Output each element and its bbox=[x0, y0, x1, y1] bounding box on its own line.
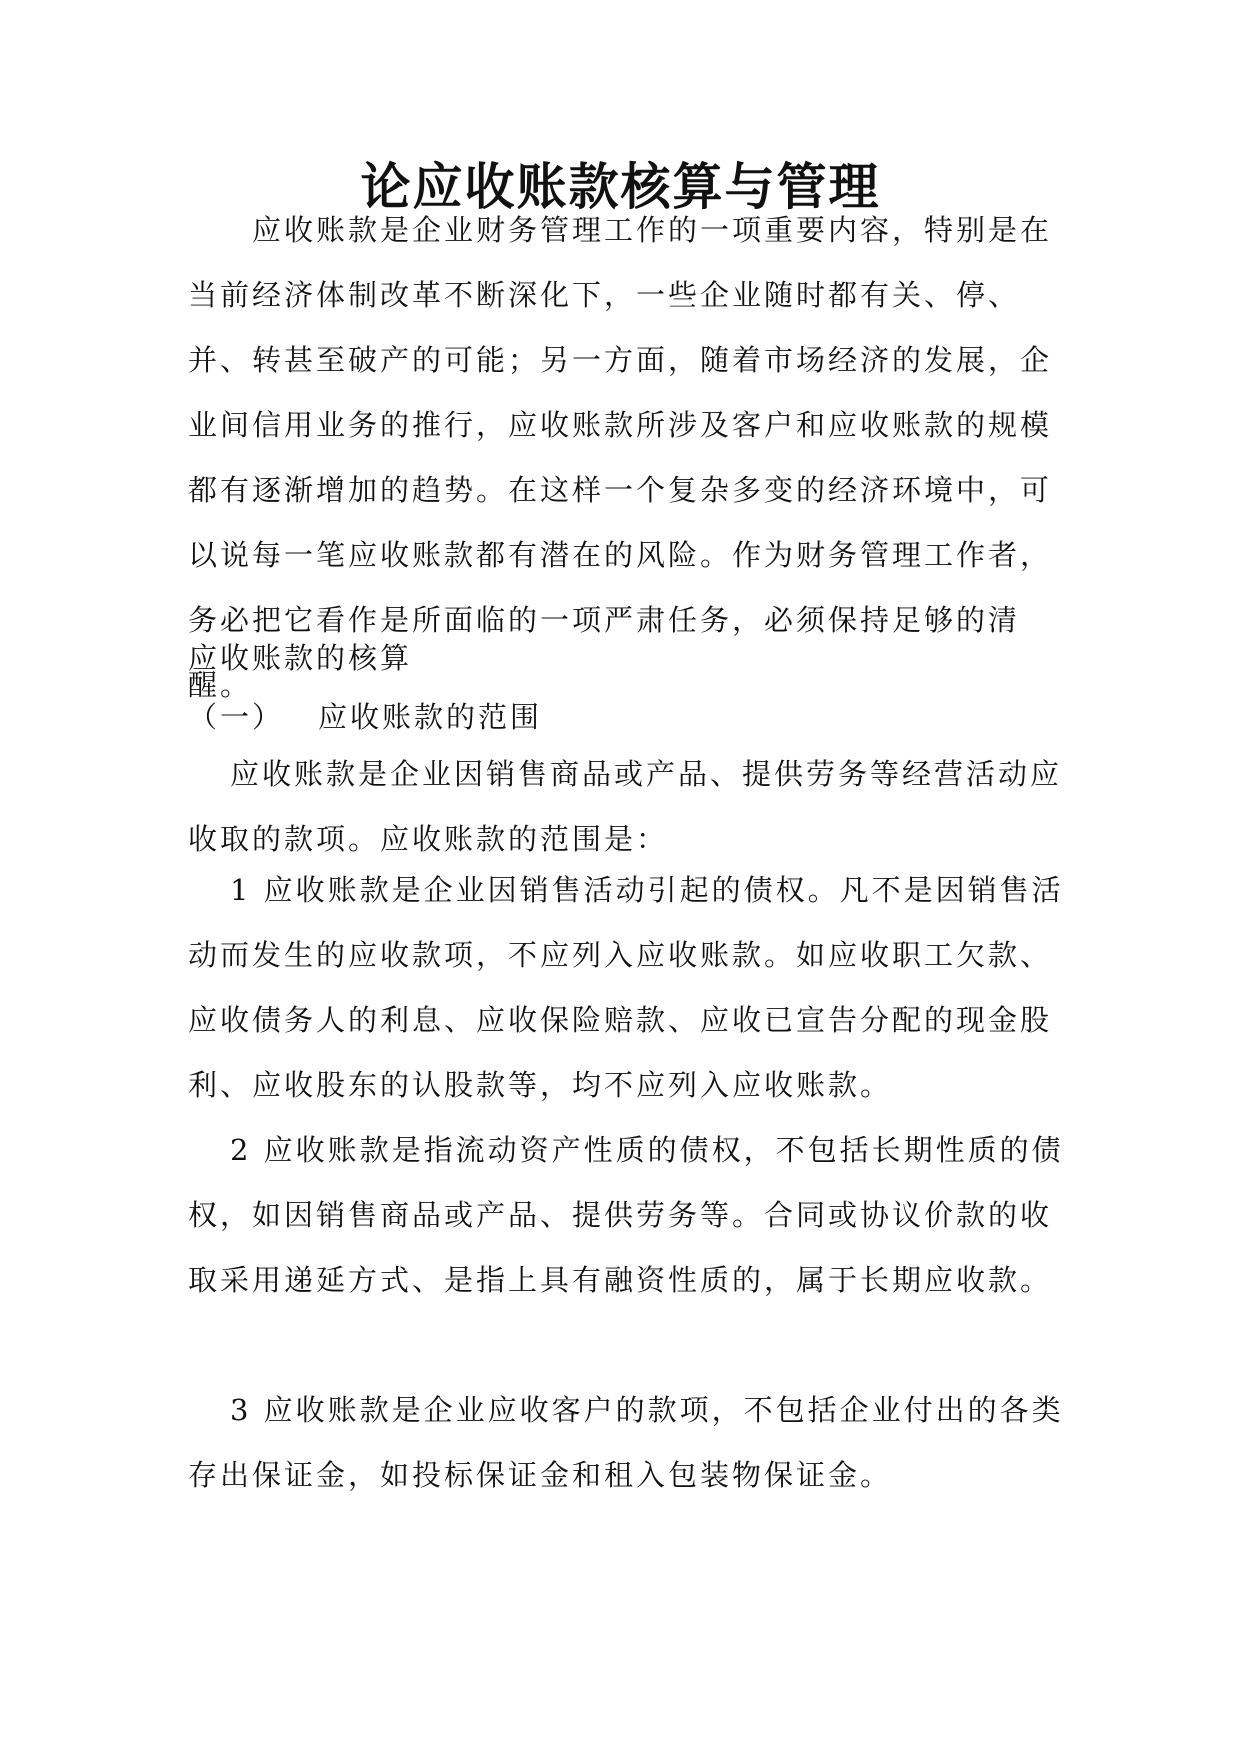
intro-paragraph: 应收账款是企业财务管理工作的一项重要内容，特别是在当前经济体制改革不断深化下，一些企业随时都有关、停、并、转甚至破产的可能；另一方面，随着市场经济的发展，企业间信用业务的推行，应收账款所涉及客户和应收账款的规模都有逐渐增加的趋势。在这样一个复杂多变的经济环境中，可以说每一笔应收账款都有潜在的风险。作为财务管理工作者，务必把它看作是所面临的一项严肃任务，必须保持足够的清醒。 bbox=[188, 213, 1053, 702]
point-3-paragraph: 3 应收账款是企业应收客户的款项，不包括企业付出的各类存出保证金，如投标保证金和租入包装物保证金。 bbox=[188, 1393, 1064, 1492]
subsection-title: 应收账款的范围 bbox=[318, 700, 543, 734]
document-title: 论应收账款核算与管理 bbox=[360, 157, 881, 216]
point-2-paragraph: 2 应收账款是指流动资产性质的债权，不包括长期性质的债权，如因销售商品或产品、提供劳务等。合同或协议价款的收取采用递延方式、是指上具有融资性质的，属于长期应收款。 bbox=[188, 1133, 1064, 1297]
point-1-paragraph: 1 应收账款是企业因销售活动引起的债权。凡不是因销售活动而发生的应收款项，不应列入应收账款。如应收职工欠款、应收债务人的利息、应收保险赔款、应收已宣告分配的现金股利、应收股东的认股款等，均不应列入应收账款。 bbox=[188, 873, 1064, 1102]
subsection-heading bbox=[188, 687, 542, 747]
definition-paragraph: 应收账款是企业因销售商品或产品、提供劳务等经营活动应收取的款项。应收账款的范围是： bbox=[188, 757, 1063, 856]
section-heading: 应收账款的核算 bbox=[188, 641, 413, 675]
subsection-number: （一） bbox=[188, 700, 285, 734]
